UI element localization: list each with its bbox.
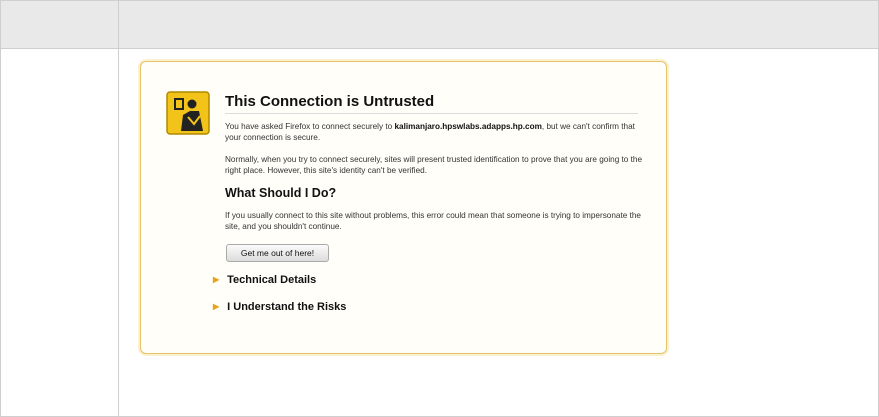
section-heading: What Should I Do? (225, 186, 337, 200)
triangle-right-icon: ▶ (213, 302, 220, 311)
table-header-row (1, 1, 878, 49)
get-me-out-button[interactable]: Get me out of here! (226, 244, 329, 262)
host-name: kalimanjaro.hpswlabs.adapps.hp.com (394, 122, 542, 131)
column-divider (118, 1, 119, 416)
triangle-right-icon: ▶ (213, 275, 220, 284)
understand-risks-expander[interactable]: ▶ I Understand the Risks (213, 301, 347, 313)
untrusted-connection-dialog (140, 61, 667, 354)
explanation-paragraph: Normally, when you try to connect securely, sites will present trusted identification to prove that you are going to the right place. However, this site's identity can't be verified. (225, 155, 643, 175)
page-title: This Connection is Untrusted (225, 93, 638, 114)
intro-paragraph: You have asked Firefox to connect securely to kalimanjaro.hpswlabs.adapps.hp.com, but we can't confirm that your connection is secure. (225, 122, 635, 142)
untrusted-connection-icon (166, 91, 210, 135)
advice-paragraph: If you usually connect to this site without problems, this error could mean that someone is trying to impersonate the site, and you shouldn't continue. (225, 211, 641, 231)
technical-details-expander[interactable]: ▶ Technical Details (213, 274, 317, 286)
